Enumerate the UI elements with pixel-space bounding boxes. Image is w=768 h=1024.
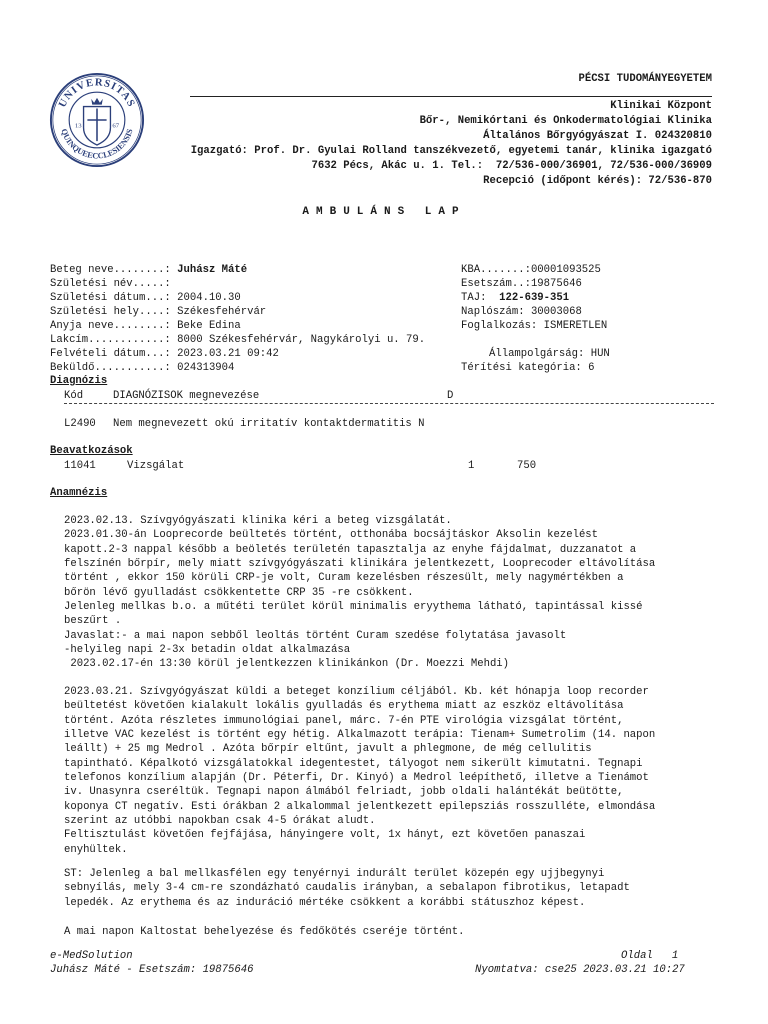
admission-date-row: Felvételi dátum...: 2023.03.21 09:42 <box>50 348 279 360</box>
status-paragraph: ST: Jelenleg a bal mellkasfélen egy tenyérnyi indurált terület közepén egy ujjbegynyi sebnyílás, mely 3-4 cm-re szondázható caudalis irányban, a sebalapon fibrotikus, letapadt lepedék. Az erythema és az induráció mértéke csökkent a korábbi státuszhoz képest. <box>64 868 630 909</box>
header-line-address: 7632 Pécs, Akác u. 1. Tel.: 72/536-000/36901, 72/536-000/36909 <box>311 160 712 172</box>
anamnesis-paragraph-2: 2023.03.21. Szívgyógyászat küldi a beteget konzílium céljából. Kb. két hónapja loop recorder beültetést követően kialakult lokális gyulladás és erythema miatt az eszköz eltávolítása történt. Azóta részletes immunológiai panel, márc. 7-én PTE virológia vizsgálat történt, illetve VAC kezelést is történt egy hétig. Alkalmazott terápia: Tienam+ Sumetrolim (14. napon leállt) + 25 mg Medrol . Azóta bőrpír eltűnt, javult a phlegmone, de még cellulitis tapintható. Képalkotó vizsgálatokkal idegentestet, tályogot nem sikerült kimutatni. Tegnapi telefonos konzílium alapján (Dr. Péterfi, Dr. Kinyó) a Medrol leépíthető, illetve a Tienámot iv. Unasynra cseréltük. Tegnapi napon álmából felriadt, jobb oldali halántékát beütötte, koponya CT negatív. Esti órákban 2 alkalommal jelentkezett epilepsziás rosszulléte, elmondása szerint az utóbbi napokban csak 4-5 órákat aludt. Feltisztulást követően fejfájása, hányingere volt, 1x hányt, ezt követően panaszai enyhültek. <box>64 686 656 856</box>
anamnesis-heading: Anamnézis <box>50 487 108 499</box>
diagnosis-col-name: DIAGNÓZISOK megnevezése <box>113 390 260 402</box>
referrer-row: Beküldő...........: 024313904 <box>50 362 235 374</box>
header-line-2: Bőr-, Nemikórtani és Onkodermatológiai Klinika <box>419 115 712 127</box>
patient-name: Juhász Máté <box>177 264 248 276</box>
procedure-points: 750 <box>517 460 537 472</box>
header-line-3: Általános Bőrgyógyászat I. 024320810 <box>483 130 712 142</box>
header-line-director: Igazgató: Prof. Dr. Gyulai Rolland tanszékvezető, egyetemi tanár, klinika igazgató <box>190 145 712 157</box>
citizenship-row: Állampolgárság: HUN <box>489 348 610 360</box>
procedure-qty: 1 <box>468 460 475 472</box>
svg-text:QUINQUEECCLESIENSIS: QUINQUEECCLESIENSIS <box>59 127 135 161</box>
address-row: Lakcím............: 8000 Székesfehérvár, Nagykárolyi u. 79. <box>50 334 426 346</box>
header-rule <box>190 96 712 97</box>
footer-page-number: Oldal 1 <box>621 950 679 962</box>
anamnesis-paragraph-1: 2023.02.13. Szívgyógyászati klinika kéri a beteg vizsgálatát. 2023.01.30-án Looprecorde beültetés történt, otthonába bocsájtáskor Aksolin kezelést kapott.2-3 nappal később a beöletés területén tapasztalja az enyhe fájdalmat, duzzanatot a felszínén bőrpír, mely miatt szívgyógyászati klinikára jelentkezett, Looprecoder eltávolítása történt , ekkor 150 körüli CRP-je volt, Curam kezelésben részesült, mely nagymértékben a bőrön lévő gyulladást csökkentette CRP 35 -re csökkent. Jelenleg mellkas b.o. a műtéti terület körül minimalis eryythema látható, tapintással kissé beszűrt . Javaslat:- a mai napon sebből leoltás történt Curam szedése folytatása javasolt -helyileg napi 2-3x betadin oldat alkalmazása 2023.02.17-én 13:30 körül jelentkezzen klinikánkon (Dr. Moezzi Mehdi) <box>64 515 656 671</box>
treatment-note: A mai napon Kaltostat behelyezése és fedőkötés cseréje történt. <box>64 926 465 938</box>
svg-text:UNIVERSITAS: UNIVERSITAS <box>57 77 137 110</box>
footer-software: e-MedSolution <box>50 950 133 962</box>
procedure-code: 11041 <box>64 460 96 472</box>
diagnosis-row-name: Nem megnevezett okú irritatív kontaktdermatitis N <box>113 418 425 430</box>
log-number-row: Naplószám: 30003068 <box>461 306 582 318</box>
university-name: PÉCSI TUDOMÁNYEGYETEM <box>578 73 712 85</box>
svg-text:13: 13 <box>74 122 82 130</box>
diagnosis-col-d: D <box>447 390 454 402</box>
header-line-reception: Recepció (időpont kérés): 72/536-870 <box>483 175 712 187</box>
diagnosis-divider <box>64 403 714 404</box>
procedure-name: Vizsgálat <box>127 460 185 472</box>
procedures-heading: Beavatkozások <box>50 445 133 457</box>
patient-name-row: Beteg neve........: Juhász Máté <box>50 264 248 276</box>
header-line-1: Klinikai Központ <box>610 100 712 112</box>
birth-date-row: Születési dátum...: 2004.10.30 <box>50 292 241 304</box>
birth-place-row: Születési hely....: Székesfehérvár <box>50 306 267 318</box>
svg-text:67: 67 <box>112 122 120 130</box>
mother-name-row: Anyja neve........: Beke Edina <box>50 320 241 332</box>
footer-patient-case: Juhász Máté - Esetszám: 19875646 <box>50 964 254 976</box>
document-title: AMBULÁNS LAP <box>302 206 466 218</box>
diagnosis-row-code: L2490 <box>64 418 96 430</box>
footer-printed: Nyomtatva: cse25 2023.03.21 10:27 <box>475 964 685 976</box>
diagnosis-heading: Diagnózis <box>50 375 108 387</box>
taj-row: TAJ: 122-639-351 <box>461 292 570 304</box>
payment-category-row: Térítési kategória: 6 <box>461 362 595 374</box>
birth-name-row: Születési név.....: <box>50 278 171 290</box>
diagnosis-col-code: Kód <box>64 390 84 402</box>
occupation-row: Foglalkozás: ISMERETLEN <box>461 320 608 332</box>
university-seal-logo <box>49 72 145 168</box>
kba-row: KBA.......:00001093525 <box>461 264 601 276</box>
case-number-row: Esetszám..:19875646 <box>461 278 582 290</box>
